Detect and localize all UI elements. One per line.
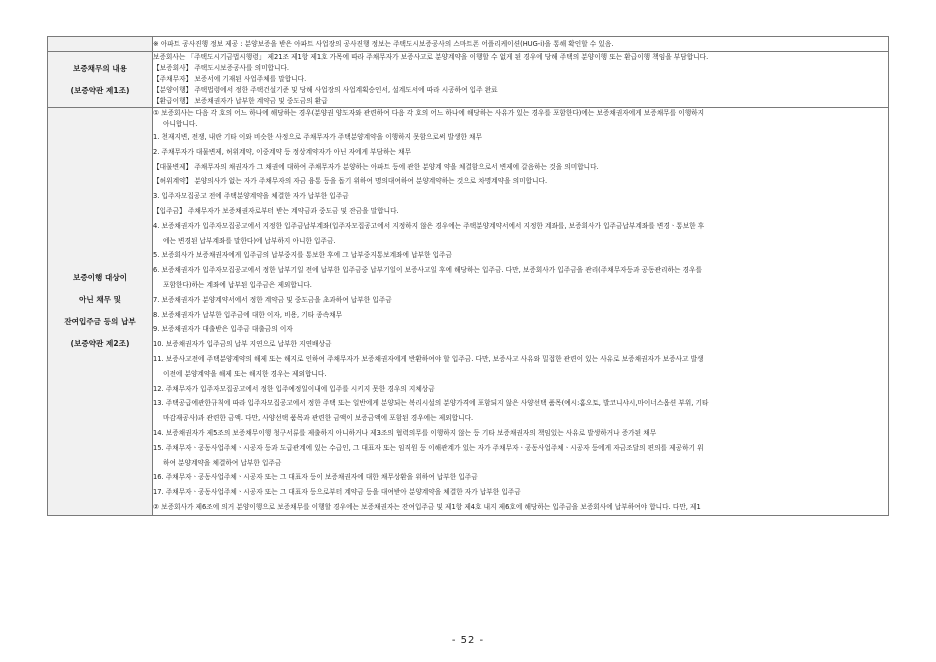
row-header-line: 아닌 채무 및 <box>79 295 121 305</box>
text-line: 【환급이행】 보증채권자가 납부한 계약금 및 중도금의 환급 <box>153 97 328 105</box>
text-line: 【보증회사】 주택도시보증공사를 의미합니다. <box>153 64 290 72</box>
text-line: 16. 주채무자ㆍ공동사업주체ㆍ시공자 또는 그 대표자 등이 보증채권자에 대한 채무상환을 위하여 납부한 입주금 <box>153 473 478 482</box>
row-header-line: (보증약관 제2조) <box>70 339 130 349</box>
table-row <box>48 37 889 52</box>
text-line: 5. 보증회사가 보증채권자에게 입주금의 납부중지를 통보한 후에 그 납부중지통보계좌에 납부한 입주금 <box>153 251 452 260</box>
row-header-line: (보증약관 제1조) <box>70 85 130 95</box>
text-line: ① 보증회사는 다음 각 호의 어느 하나에 해당하는 경우(분양권 양도자와 관련하여 다음 각 호의 어느 하나에 해당하는 사유가 있는 경우를 포함한다)에는 보증채권자에게 보증채무를 이행하지 <box>153 109 705 117</box>
text-line: 에는 변경된 납부계좌를 말한다)에 납부하지 아니한 입주금. <box>163 236 336 245</box>
text-line: 2. 주채무자가 대물변제, 허위계약, 이중계약 등 정상계약자가 아닌 자에게 부담하는 채무 <box>153 147 411 156</box>
text-line: 14. 보증채권자가 제5조의 보증채무이행 청구서류를 제출하지 아니하거나 제3조의 협력의무를 이행하지 않는 등 기타 보증채권자의 책임있는 사유로 발생하거나 증가된 채무 <box>153 428 657 437</box>
row-header-line: 잔여입주금 등의 납부 <box>64 317 136 327</box>
row-header-guarantee-obligation <box>48 52 153 108</box>
row-header-excluded-obligations <box>48 108 153 516</box>
terms-table <box>47 36 889 516</box>
text-line: ② 보증회사가 제6조에 의거 분양이행으로 보증채무를 이행할 경우에는 보증채권자는 잔여입주금 및 제1항 제4호 내지 제6호에 해당하는 입주금을 보증회사에 납부하여야 합니다. 다만, 제1 <box>153 502 701 511</box>
text-line: 포함한다)하는 계좌에 납부된 입주금은 제외합니다. <box>163 280 312 289</box>
text-line: 【분양이행】 주택법령에서 정한 주택건설기준 및 당해 사업장의 사업계획승인서, 설계도서에 따라 시공하여 입주 완료 <box>153 86 498 94</box>
table-row <box>48 108 889 516</box>
page-number: - 52 - <box>451 635 485 646</box>
text-line: 7. 보증채권자가 분양계약서에서 정한 계약금 및 중도금을 초과하여 납부한 입주금 <box>153 295 392 304</box>
text-line: 마감재공사)과 관련한 금액. 다만, 사양선택 품목과 관련한 금액이 보증금액에 포함된 경우에는 제외합니다. <box>163 414 474 423</box>
text-line: 4. 보증채권자가 입주자모집공고에서 지정한 입주금납부계좌(입주자모집공고에서 지정하지 않은 경우에는 주택분양계약서에서 지정한 계좌를, 보증회사가 입주금납부계좌를 변경ㆍ통보한 후 <box>153 221 705 230</box>
text-line: 6. 보증채권자가 입주자모집공고에서 정한 납부기일 전에 납부한 입주금중 납부기일이 보증사고일 후에 해당하는 입주금. 다만, 보증회사가 입주금을 관리(주채무자등과 공동관리하는 경우를 <box>153 266 702 275</box>
guarantee-obligation-cell <box>153 52 889 108</box>
text-line: 9. 보증채권자가 대출받은 입주금 대출금의 이자 <box>153 325 293 334</box>
text-line: 3. 입주자모집공고 전에 주택분양계약을 체결한 자가 납부한 입주금 <box>153 192 349 201</box>
text-line: 【허위계약】 분양의사가 없는 자가 주채무자의 자금 융통 등을 돕기 위하여 명의대여하여 분양계약하는 것으로 차명계약을 의미합니다. <box>153 177 548 186</box>
row-header-empty <box>48 37 153 52</box>
text-line: 12. 주채무자가 입주자모집공고에서 정한 입주예정일이내에 입주를 시키지 못한 경우의 지체상금 <box>153 384 435 393</box>
text-line: 【입주금】 주채무자가 보증채권자로부터 받는 계약금과 중도금 및 잔금을 말합니다. <box>153 206 399 215</box>
excluded-obligations-cell <box>153 108 889 516</box>
text-line: 17. 주채무자ㆍ공동사업주체ㆍ시공자 또는 그 대표자 등으로부터 계약금 등을 대여받아 분양계약을 체결한 자가 납부한 입주금 <box>153 488 521 497</box>
text-line: 11. 보증사고전에 주택분양계약의 해제 또는 해지로 인하여 주채무자가 보증채권자에게 반환하여야 할 입주금. 다만, 보증사고 사유와 밀접한 관련이 있는 사유로 보증채권자가 보증사고 발생 <box>153 354 704 363</box>
text-line: 10. 보증채권자가 입주금의 납부 지연으로 납부한 지연배상금 <box>153 340 332 349</box>
text-line: 15. 주채무자ㆍ공동사업주체ㆍ시공자 등과 도급관계에 있는 수급인, 그 대표자 또는 임직원 등 이해관계가 있는 자가 주채무자ㆍ공동사업주체ㆍ시공자 등에게 자금조달의 편의를 제공하기 위 <box>153 443 704 452</box>
text-line: 보증회사는 「주택도시기금법시행령」 제21조 제1항 제1호 가목에 따라 주채무자가 보증사고로 분양계약을 이행할 수 없게 된 경우에 당해 주택의 분양이행 또는 환급이행 책임을 부담합니다. <box>153 53 709 61</box>
text-line: 【대물변제】 주채무자의 채권자가 그 채권에 대하여 주채무자가 분양하는 아파트 등에 관한 분양계 약을 체결함으로서 변제에 갈음하는 것을 의미합니다. <box>153 162 599 171</box>
notice-line: ※ 아파트 공사진행 정보 제공 : 분양보증을 받은 아파트 사업장의 공사진행 정보는 주택도시보증공사의 스마트폰 어플리케이션(HUG-i)을 통해 확인할 수 있음. <box>153 39 614 48</box>
table-row <box>48 52 889 108</box>
row-header-line: 보증이행 대상이 <box>73 273 127 283</box>
text-line: 13. 주택공급에관한규칙에 따라 입주자모집공고에서 정한 주택 또는 일반에게 분양되는 복리시설의 분양가격에 포함되지 않은 사양선택 품목(예시:홈오토, 발코니샤시,마이너스옵션 부위, 기타 <box>153 399 709 408</box>
notice-cell <box>153 37 889 52</box>
text-line: 하여 분양계약을 체결하여 납부한 입주금 <box>163 458 282 467</box>
text-line: 1. 천재지변, 전쟁, 내란 기타 이와 비슷한 사정으로 주채무자가 주택분양계약을 이행하지 못함으로써 발생한 채무 <box>153 133 482 141</box>
row-header-line: 보증채무의 내용 <box>73 63 127 73</box>
text-line: 이전에 분양계약을 해제 또는 해지한 경우는 제외합니다. <box>163 369 327 378</box>
text-line: 8. 보증채권자가 납부한 입주금에 대한 이자, 비용, 기타 종속채무 <box>153 310 343 319</box>
text-line: 아니합니다. <box>163 120 198 128</box>
text-line: 【주채무자】 보증서에 기재된 사업주체를 말합니다. <box>153 75 307 83</box>
